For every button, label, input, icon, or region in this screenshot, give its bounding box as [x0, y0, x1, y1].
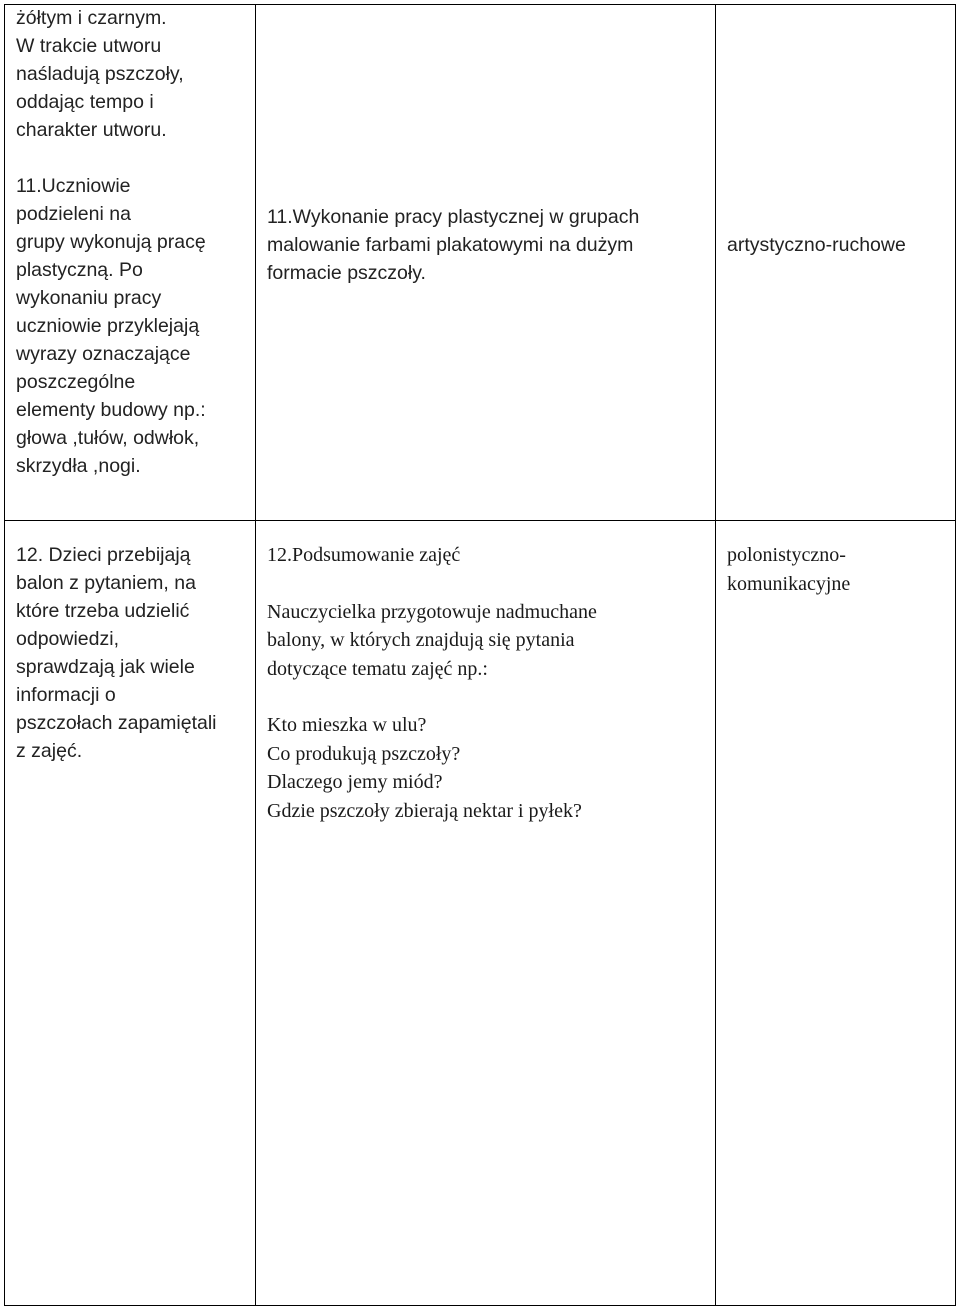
question-item: Kto mieszka w ulu? [267, 714, 427, 736]
row1-description-cell [267, 203, 712, 287]
activity-line: 12. Dzieci przebijają [16, 544, 191, 566]
description-line: 11.Wykonanie pracy plastycznej w grupach [267, 206, 640, 228]
activity-line: podzieleni na [16, 203, 131, 225]
table-border-col1 [255, 4, 256, 1306]
activity-line: uczniowie przyklejają [16, 315, 200, 337]
activity-line: elementy budowy np.: [16, 399, 206, 421]
row1-activity-cell [16, 4, 252, 480]
activity-line: wykonaniu pracy [16, 287, 162, 309]
table-border-right [955, 4, 956, 1306]
activity-line: 11.Uczniowie [16, 175, 131, 197]
row2-category-cell [727, 541, 952, 598]
activity-line: plastyczną. Po [16, 259, 143, 281]
category-label: artystyczno-ruchowe [727, 234, 906, 256]
description-line: malowanie farbami plakatowymi na dużym [267, 234, 634, 256]
row-divider [4, 520, 956, 521]
description-line: formacie pszczoły. [267, 262, 426, 284]
activity-line: wyrazy oznaczające [16, 343, 191, 365]
description-line: dotyczące tematu zajęć np.: [267, 657, 488, 680]
row2-activity-cell [16, 541, 252, 765]
category-label: polonistyczno- [727, 544, 846, 566]
activity-line: skrzydła ,nogi. [16, 455, 141, 477]
activity-line: grupy wykonują pracę [16, 231, 206, 253]
row2-description-cell [267, 541, 712, 825]
activity-line: żółtym i czarnym. [16, 7, 167, 29]
activity-line: oddając tempo i [16, 91, 154, 113]
activity-line: pszczołach zapamiętali [16, 712, 217, 734]
description-line: balony, w których znajdują się pytania [267, 629, 575, 651]
question-item: Gdzie pszczoły zbierają nektar i pyłek? [267, 799, 582, 822]
activity-line: z zajęć. [16, 740, 83, 762]
table-border-bottom [4, 1305, 956, 1306]
activity-line: które trzeba udzielić [16, 600, 190, 622]
activity-line: głowa ,tułów, odwłok, [16, 427, 200, 449]
description-line: Nauczycielka przygotowuje nadmuchane [267, 600, 597, 623]
activity-line: balon z pytaniem, na [16, 572, 196, 594]
activity-line: informacji o [16, 684, 116, 706]
activity-line: odpowiedzi, [16, 628, 119, 650]
question-item: Dlaczego jemy miód? [267, 771, 443, 793]
question-item: Co produkują pszczoły? [267, 742, 461, 765]
activity-line: charakter utworu. [16, 119, 167, 141]
description-title: 12.Podsumowanie zajęć [267, 544, 461, 566]
category-label: komunikacyjne [727, 572, 851, 595]
table-border-col2 [715, 4, 716, 1306]
table-border-left [4, 4, 5, 1306]
activity-line: W trakcie utworu [16, 35, 162, 57]
activity-line: poszczególne [16, 371, 136, 393]
activity-line: sprawdzają jak wiele [16, 656, 195, 678]
activity-line: naśladują pszczoły, [16, 63, 184, 85]
row1-category-cell [727, 231, 952, 259]
